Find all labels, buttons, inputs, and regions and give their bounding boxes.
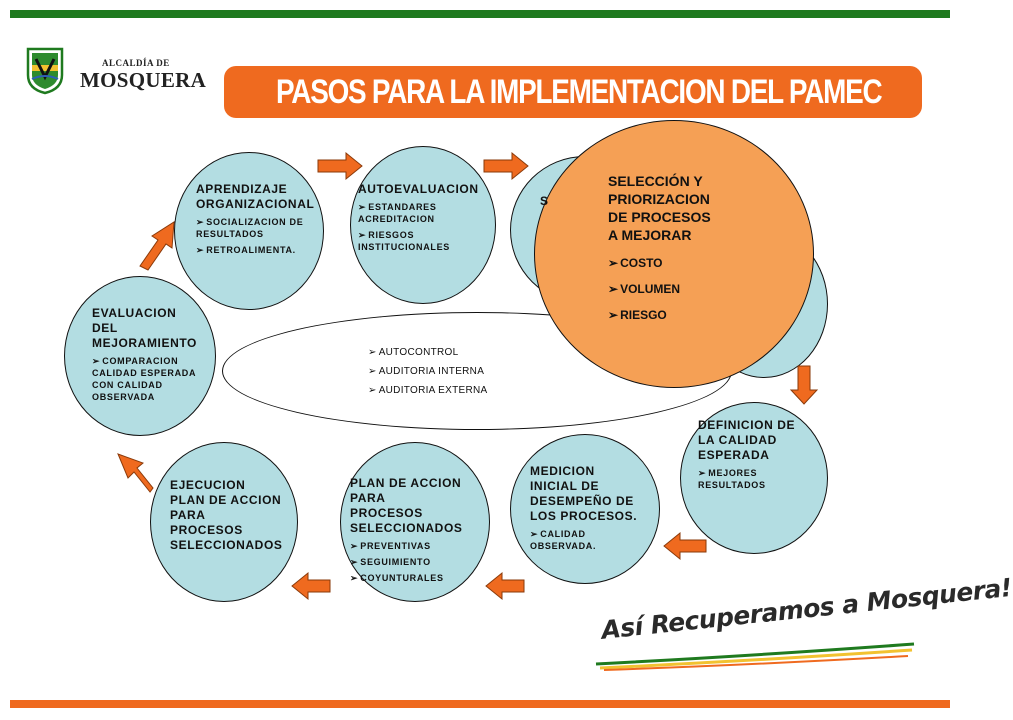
node-autoevaluacion-title: AUTOEVALUACION — [358, 182, 479, 196]
arrow-left-icon — [486, 573, 524, 599]
node-seleccion-item-volumen: VOLUMEN — [620, 282, 681, 296]
bullet-arrow-icon: ➢ — [358, 202, 367, 212]
center-item-auditoria-externa: AUDITORIA EXTERNA — [378, 385, 488, 396]
bullet-arrow-icon: ➢ — [368, 347, 377, 358]
bullet-arrow-icon: ➢ — [350, 557, 359, 567]
node-hidden-title: S — [540, 194, 549, 208]
node-definicion-title: DEFINICION DE LA CALIDAD ESPERADA — [698, 418, 796, 462]
node-definicion-item-1: MEJORES RESULTADOS — [698, 468, 766, 490]
arrow-right-icon — [318, 153, 362, 179]
bullet-arrow-icon: ➢ — [92, 356, 101, 366]
bullet-arrow-icon: ➢ — [608, 308, 619, 322]
bullet-arrow-icon: ➢ — [358, 230, 367, 240]
node-seleccion-title: SELECCIÓN Y PRIORIZACION DE PROCESOS A MEJORAR — [608, 173, 711, 243]
logo-small-text: ALCALDÍA DE — [102, 58, 170, 68]
arrow-up-right-icon — [140, 222, 174, 270]
node-aprendizaje-title: APRENDIZAJE ORGANIZACIONAL — [196, 182, 315, 211]
node-plan-item-2: SEGUIMIENTO — [360, 557, 431, 567]
node-autoevaluacion-item-2: RIESGOS INSTITUCIONALES — [358, 230, 451, 252]
slogan-text: Así Recuperamos a Mosquera! — [600, 572, 1013, 645]
node-ejecucion-title: EJECUCION PLAN DE ACCION PARA PROCESOS SELECCIONADOS — [170, 478, 283, 552]
bullet-arrow-icon: ➢ — [368, 385, 377, 396]
node-aprendizaje-item-1: SOCIALIZACION DE RESULTADOS — [196, 217, 304, 239]
slogan-underline — [590, 640, 920, 670]
bullet-arrow-icon: ➢ — [350, 573, 359, 583]
arrow-up-left-icon — [118, 454, 153, 492]
node-evaluacion-item-1: COMPARACION CALIDAD ESPERADA CON CALIDAD OBSERVADA — [92, 356, 197, 402]
bullet-arrow-icon: ➢ — [608, 282, 619, 296]
logo-big-text: MOSQUERA — [80, 68, 207, 92]
node-aprendizaje-item-2: RETROALIMENTA. — [206, 245, 296, 255]
bullet-arrow-icon: ➢ — [196, 217, 205, 227]
bullet-arrow-icon: ➢ — [196, 245, 205, 255]
arrow-down-icon — [791, 366, 817, 404]
node-autoevaluacion-item-1: ESTANDARES ACREDITACION — [358, 202, 437, 224]
node-plan-item-3: COYUNTURALES — [360, 573, 444, 583]
node-plan-title: PLAN DE ACCION PARA PROCESOS SELECCIONADOS — [350, 476, 463, 535]
center-item-auditoria-interna: AUDITORIA INTERNA — [378, 366, 485, 377]
node-medicion-title: MEDICION INICIAL DE DESEMPEÑO DE LOS PROCESOS. — [530, 464, 638, 523]
node-seleccion-item-riesgo: RIESGO — [620, 308, 667, 322]
bullet-arrow-icon: ➢ — [530, 529, 539, 539]
arrow-left-icon — [664, 533, 706, 559]
node-evaluacion-title: EVALUACION DEL MEJORAMIENTO — [92, 306, 197, 350]
bullet-arrow-icon: ➢ — [368, 366, 377, 377]
bullet-arrow-icon: ➢ — [608, 256, 619, 270]
node-seleccion-item-costo: COSTO — [620, 256, 663, 270]
page-title: PASOS PARA LA IMPLEMENTACION DEL PAMEC — [276, 73, 882, 111]
arrow-right-icon — [484, 153, 528, 179]
bullet-arrow-icon: ➢ — [350, 541, 359, 551]
center-item-autocontrol: AUTOCONTROL — [378, 347, 459, 358]
bullet-arrow-icon: ➢ — [698, 468, 707, 478]
node-medicion-item-1: CALIDAD OBSERVADA. — [530, 529, 597, 551]
arrow-left-icon — [292, 573, 330, 599]
node-plan-item-1: PREVENTIVAS — [360, 541, 431, 551]
